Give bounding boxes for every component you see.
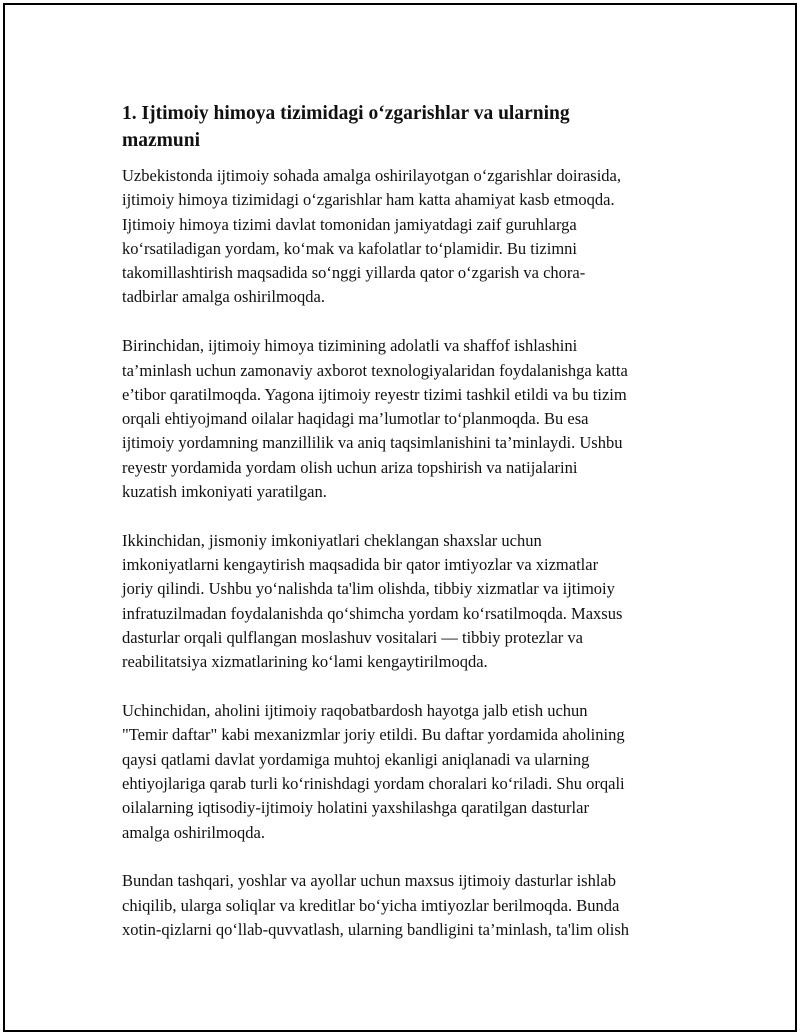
paragraph-first [122,334,702,504]
text-line: reabilitatsiya xizmatlarining ko‘lami kengaytirilmoqda. [122,652,488,672]
text-line: ko‘rsatiladigan yordam, ko‘mak va kafolatlar to‘plamidir. Bu tizimni [122,238,578,258]
text-line: imkoniyatlarni kengaytirish maqsadida bir qator imtiyozlar va xizmatlar [122,555,599,575]
text-line: oilalarning iqtisodiy-ijtimoiy holatini yaxshilashga qaratilgan dasturlar [122,798,589,818]
text-line: joriy qilindi. Ushbu yo‘nalishda ta'lim olishda, tibbiy xizmatlar va ijtimoiy [122,579,615,599]
text-line: Birinchidan, ijtimoiy himoya tizimining adolatli va shaffof ishlashini [122,336,578,356]
text-line: chiqilib, ularga soliqlar va kreditlar bo‘yicha imtiyozlar berilmoqda. Bunda [122,895,620,915]
section-title-line: 1. Ijtimoiy himoya tizimidagi o‘zgarishlar va ularning [122,103,570,124]
text-line: kuzatish imkoniyati yaratilgan. [122,482,327,502]
text-line: Bundan tashqari, yoshlar va ayollar uchun maxsus ijtimoiy dasturlar ishlab [122,871,616,891]
text-line: Ikkinchidan, jismoniy imkoniyatlari cheklangan shaxslar uchun [122,530,542,550]
document-body [122,100,702,967]
section-title [122,100,702,154]
text-line: ijtimoiy himoya tizimidagi o‘zgarishlar ham katta ahamiyat kasb etmoqda. [122,190,615,210]
section-title-line: mazmuni [122,130,200,151]
page-frame [3,3,797,1032]
text-line: Uchinchidan, aholini ijtimoiy raqobatbardosh hayotga jalb etish uchun [122,701,588,721]
text-line: tadbirlar amalga oshirilmoqda. [122,287,325,307]
paragraph-third [122,699,702,845]
text-line: e’tibor qaratilmoqda. Yagona ijtimoiy reyestr tizimi tashkil etildi va bu tizim [122,384,627,404]
text-line: amalga oshirilmoqda. [122,822,265,842]
text-line: xotin-qizlarni qo‘llab-quvvatlash, ularning bandligini ta’minlash, ta'lim olish [122,920,630,940]
text-line: Uzbekistonda ijtimoiy sohada amalga oshirilayotgan o‘zgarishlar doirasida, [122,166,621,185]
paragraph-second [122,529,702,675]
paragraph-additional [122,869,702,942]
text-line: orqali ehtiyojmand oilalar haqidagi ma’lumotlar to‘planmoqda. Bu esa [122,409,589,429]
text-line: "Temir daftar" kabi mexanizmlar joriy etildi. Bu daftar yordamida aholining [122,725,625,745]
text-line: Ijtimoiy himoya tizimi davlat tomonidan jamiyatdagi zaif guruhlarga [122,214,577,234]
text-line: dasturlar orqali qulflangan moslashuv vositalari — tibbiy protezlar va [122,628,583,648]
text-line: takomillashtirish maqsadida so‘nggi yillarda qator o‘zgarish va chora- [122,263,586,283]
text-line: qaysi qatlami davlat yordamiga muhtoj ekanligi aniqlanadi va ularning [122,749,590,769]
text-line: ta’minlash uchun zamonaviy axborot texnologiyalaridan foydalanishga katta [122,360,628,380]
text-line: ijtimoiy yordamning manzillilik va aniq taqsimlanishini ta’minlaydi. Ushbu [122,433,623,453]
paragraph-intro [122,164,702,310]
text-line: ehtiyojlariga qarab turli ko‘rinishdagi yordam choralari ko‘riladi. Shu orqali [122,774,625,794]
text-line: infratuzilmadan foydalanishda qo‘shimcha yordam ko‘rsatilmoqda. Maxsus [122,603,623,623]
text-line: reyestr yordamida yordam olish uchun ariza topshirish va natijalarini [122,457,578,477]
